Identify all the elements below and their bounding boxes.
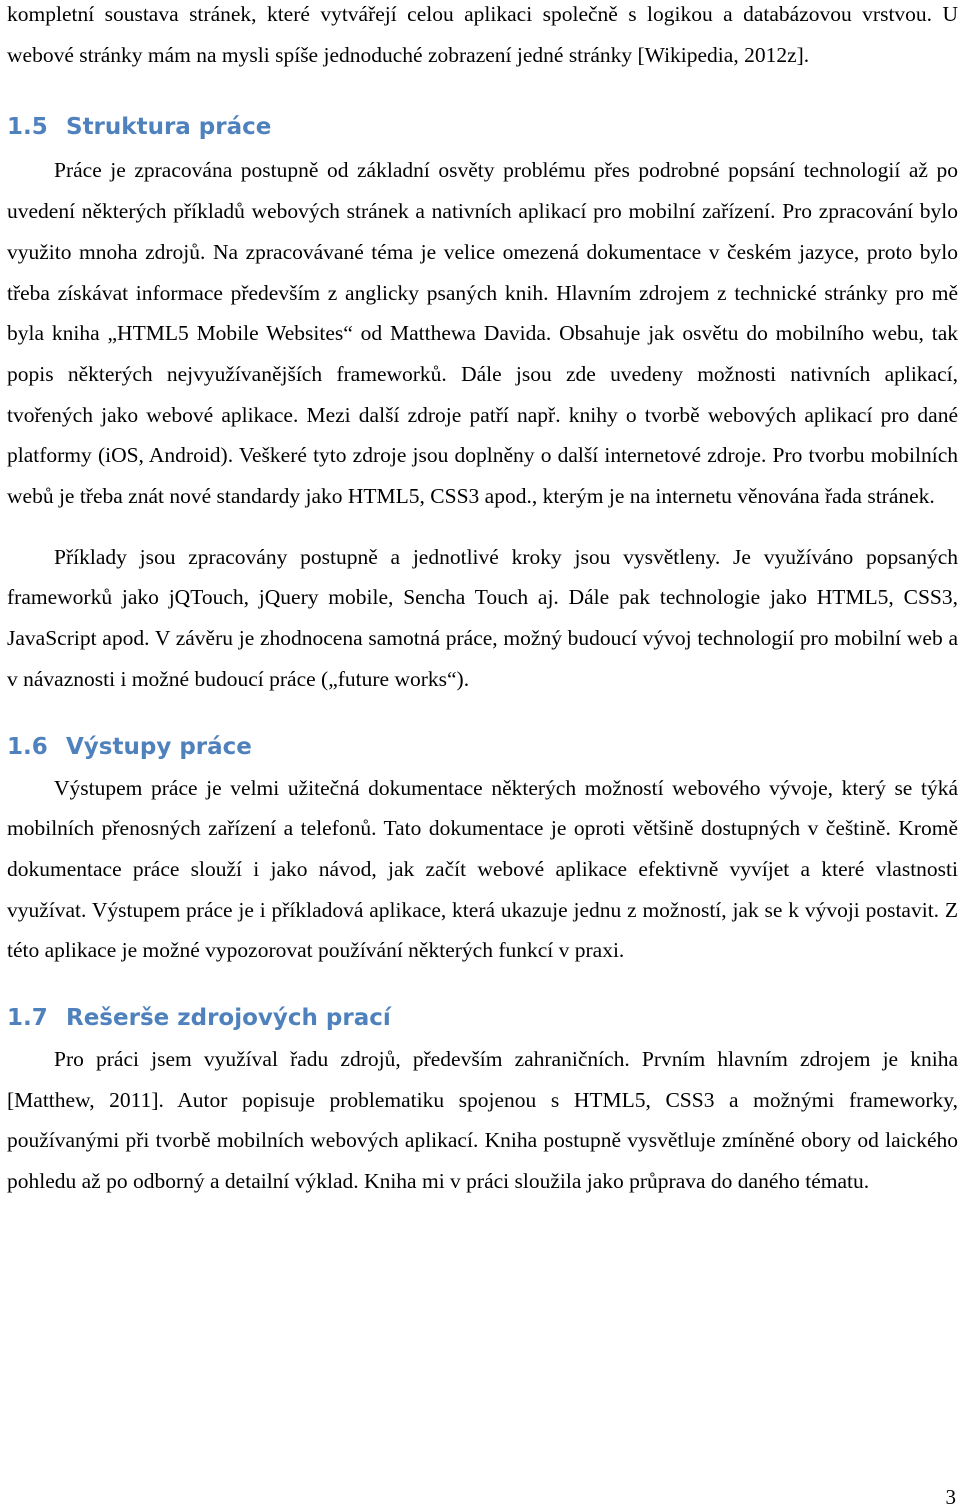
- document-page: [7, 0, 958, 1202]
- section-number: 1.5: [7, 114, 48, 141]
- body-paragraph: Pro práci jsem využíval řadu zdrojů, především zahraničních. Prvním hlavním zdrojem je kniha [Matthew, 2011]. Autor popisuje problematiku spojenou s HTML5, CSS3 a možnými frameworky, používanými při tvorbě mobilních webových aplikací. Kniha postupně vysvětluje zmíněné obory od laického pohledu až po odborný a detailní výklad. Kniha mi v práci sloužila jako průprava do daného tématu.: [7, 1047, 958, 1194]
- intro-paragraph: kompletní soustava stránek, které vytvářejí celou aplikaci společně s logikou a databázovou vrstvou. U webové stránky mám na mysli spíše jednoduché zobrazení jedné stránky [Wikipedia, 2012z].: [7, 2, 958, 67]
- section-heading-1-5: [7, 107, 958, 147]
- body-paragraph: Příklady jsou zpracovány postupně a jednotlivé kroky jsou vysvětleny. Je využíváno popsaných frameworků jako jQTouch, jQuery mobile, Sencha Touch aj. Dále pak technologie jako HTML5, CSS3, JavaScript apod. V závěru je zhodnocena samotná práce, možný budoucí vývoj technologií pro mobilní web a v návaznosti i možné budoucí práce („future works“).: [7, 544, 958, 691]
- section-heading-1-6: [7, 727, 958, 767]
- section-title: Rešerše zdrojových prací: [66, 1005, 391, 1032]
- section-number: 1.7: [7, 1005, 48, 1032]
- section-heading-1-7: [7, 998, 958, 1038]
- page-number: 3: [945, 1485, 956, 1509]
- section-number: 1.6: [7, 733, 48, 760]
- section-title: Výstupy práce: [66, 733, 252, 760]
- body-paragraph: Práce je zpracována postupně od základní osvěty problému přes podrobné popsání technologií až po uvedení některých příkladů webových stránek a nativních aplikací pro mobilní zařízení. Pro zpracování bylo využito mnoha zdrojů. Na zpracovávané téma je velice omezená dokumentace v českém jazyce, proto bylo třeba získávat informace především z anglicky psaných knih. Hlavním zdrojem z technické stránky pro mě byla kniha „HTML5 Mobile Websites“ od Matthewa Davida. Obsahuje jak osvětu do mobilního webu, tak popis některých nejvyužívanějších frameworků. Dále jsou zde uvedeny možnosti nativních aplikací, tvořených jako webové aplikace. Mezi další zdroje patří např. knihy o tvorbě webových aplikací pro dané platformy (iOS, Android). Veškeré tyto zdroje jsou doplněny o další internetové zdroje. Pro tvorbu mobilních webů je třeba znát nové standardy jako HTML5, CSS3 apod., kterým je na internetu věnována řada stránek.: [7, 158, 958, 509]
- body-paragraph: Výstupem práce je velmi užitečná dokumentace některých možností webového vývoje, který se týká mobilních přenosných zařízení a telefonů. Tato dokumentace je oproti většině dostupných v češtině. Kromě dokumentace práce slouží i jako návod, jak začít webové aplikace efektivně vyvíjet a které vlastnosti využívat. Výstupem práce je i příkladová aplikace, která ukazuje jednu z možností, jak se k vývoji postavit. Z této aplikace je možné vypozorovat používání některých funkcí v praxi.: [7, 775, 958, 963]
- section-title: Struktura práce: [66, 114, 272, 141]
